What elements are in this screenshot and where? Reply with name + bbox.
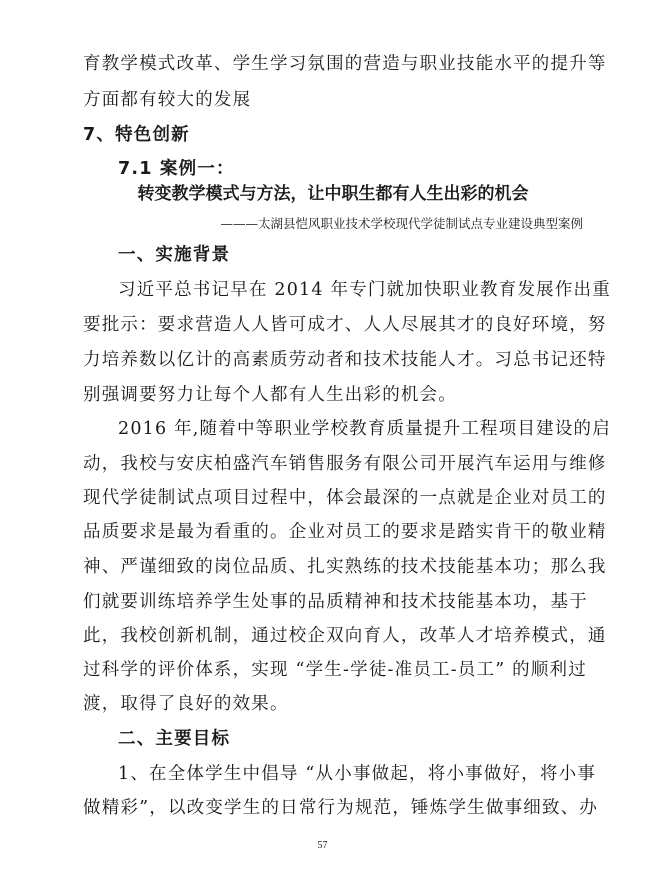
paragraph-line: 渡，取得了良好的效果。 — [83, 694, 289, 714]
paragraph-line: 2016 年,随着中等职业学校教育质量提升工程项目建设的启 — [118, 419, 611, 439]
body-text-line: 方面都有较大的发展 — [83, 90, 252, 110]
paragraph-line: 过科学的评价体系，实现 “学生-学徒-准员工-员工” 的顺利过 — [83, 660, 587, 680]
subsection-heading: 7.1 案例一： — [118, 159, 235, 179]
paragraph-line: 力培养数以亿计的高素质劳动者和技术技能人才。习总书记还特 — [83, 350, 607, 370]
part-heading: 一、实施背景 — [118, 245, 231, 265]
paragraph-line: 别强调要努力让每个人都有人生出彩的机会。 — [83, 385, 457, 405]
paragraph-line: 做精彩”，以改变学生的日常行为规范，锤炼学生做事细致、办 — [83, 798, 599, 818]
paragraph-line: 神、严谨细致的岗位品质、扎实熟练的技术技能基本功；那么我 — [83, 557, 607, 577]
paragraph-line: 们就要训练培养学生处事的品质精神和技术技能基本功，基于 — [83, 592, 588, 612]
paragraph-line: 1、在全体学生中倡导 “从小事做起，将小事做好，将小事 — [118, 764, 597, 784]
paragraph-line: 动，我校与安庆柏盛汽车销售服务有限公司开展汽车运用与维修 — [83, 454, 607, 474]
paragraph-line: 品质要求是最为看重的。企业对员工的要求是踏实肯干的敬业精 — [83, 522, 607, 542]
body-text-line: 育教学模式改革、学生学习氛围的营造与职业技能水平的提升等 — [83, 54, 607, 74]
part-heading: 二、主要目标 — [118, 729, 231, 749]
paragraph-line: 现代学徒制试点项目过程中，体会最深的一点就是企业对员工的 — [83, 488, 607, 508]
page-number: 57 — [317, 840, 328, 851]
case-subtitle: ———太湖县恺风职业技术学校现代学徒制试点专业建设典型案例 — [220, 216, 583, 231]
paragraph-line: 此，我校创新机制，通过校企双向育人，改革人才培养模式，通 — [83, 626, 607, 646]
paragraph-line: 习近平总书记早在 2014 年专门就加快职业教育发展作出重 — [118, 280, 611, 300]
case-title: 转变教学模式与方法，让中职生都有人生出彩的机会 — [137, 184, 529, 204]
section-heading: 7、特色创新 — [83, 125, 190, 145]
paragraph-line: 要批示：要求营造人人皆可成才、人人尽展其才的良好环境，努 — [83, 315, 607, 335]
